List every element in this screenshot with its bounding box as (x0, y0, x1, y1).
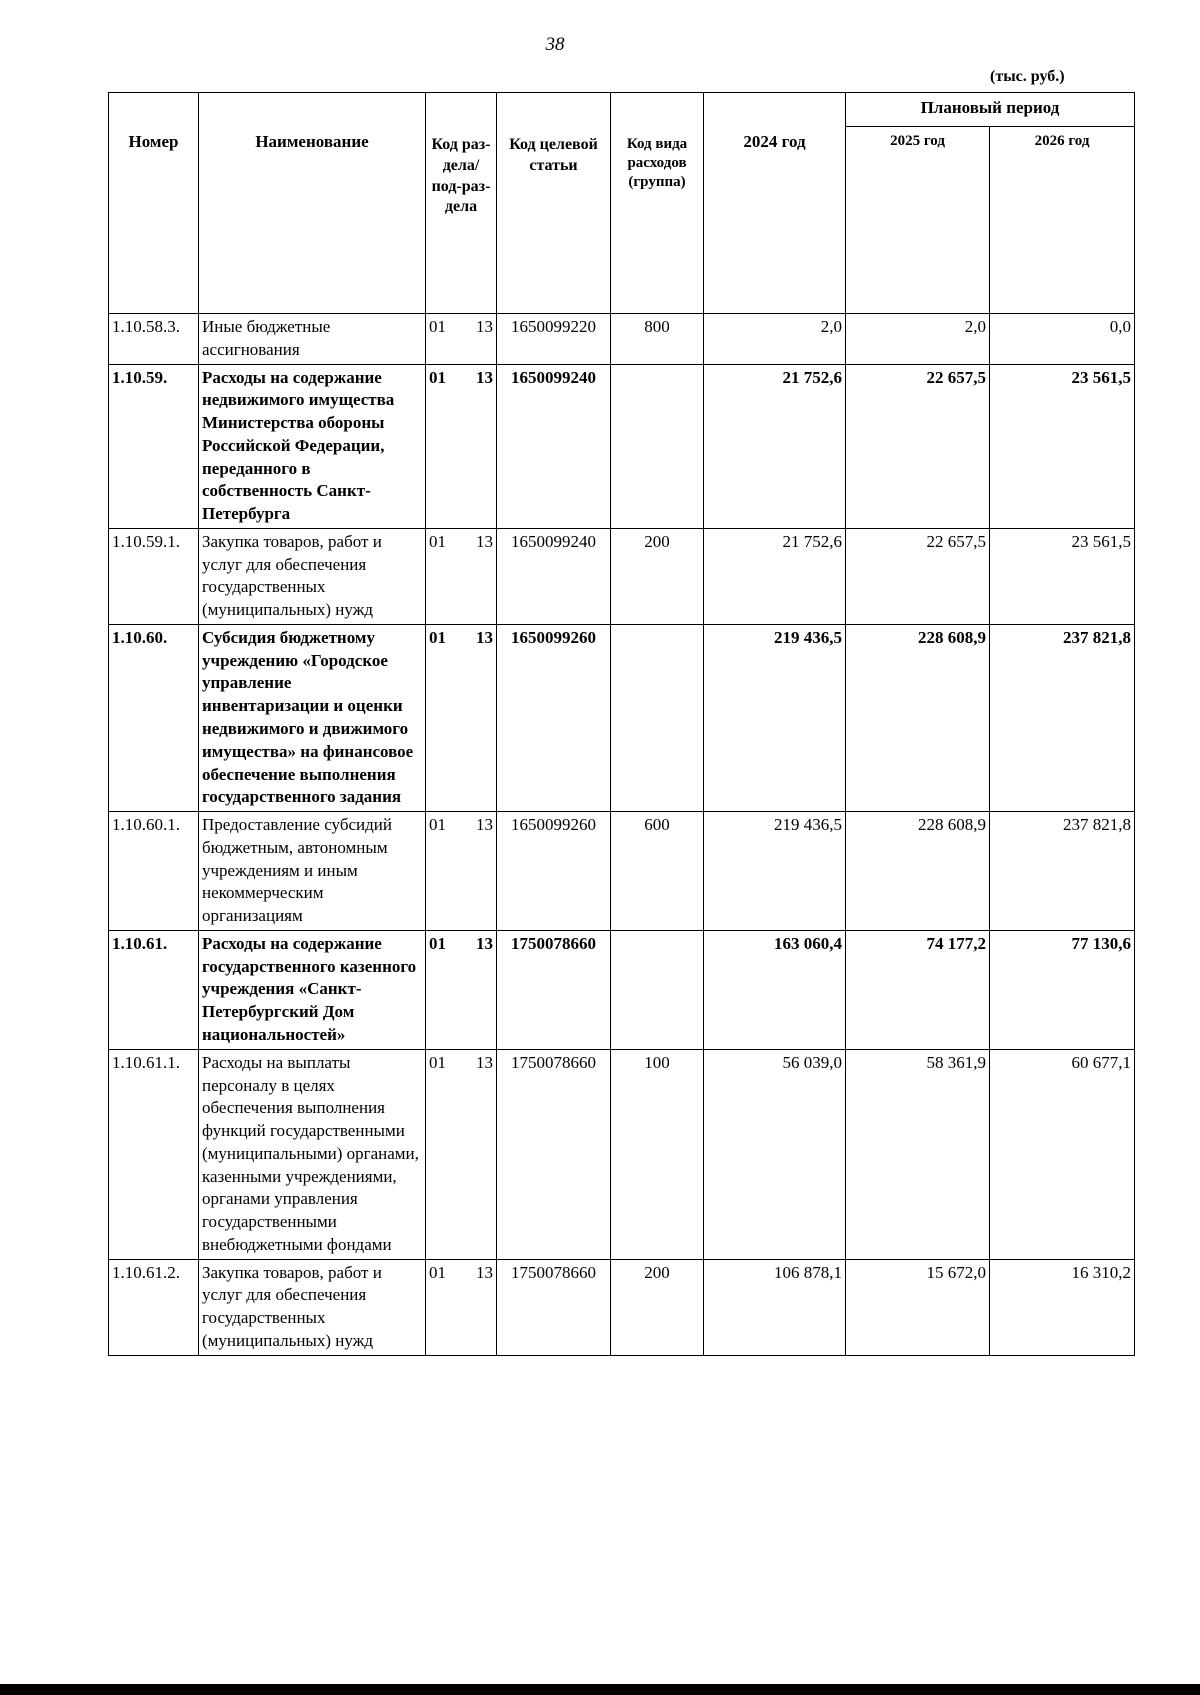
row-2025-text: 15 672,0 (926, 1262, 986, 1282)
row-razdel-code: 01 (429, 531, 446, 551)
row-2024 (704, 364, 846, 528)
row-2024-text: 21 752,6 (782, 367, 842, 387)
table-row (109, 812, 1135, 931)
row-razdel (426, 930, 497, 1049)
row-2024 (704, 1259, 846, 1355)
row-2026 (990, 930, 1135, 1049)
scan-border (0, 1684, 1200, 1695)
table-row (109, 1049, 1135, 1259)
row-target (497, 1049, 611, 1259)
row-razdel (426, 364, 497, 528)
row-target-text: 1650099240 (511, 367, 596, 387)
row-razdel (426, 812, 497, 931)
row-target-text: 1650099260 (511, 627, 596, 647)
row-number-text: 1.10.60. (112, 627, 168, 647)
row-2026-text: 60 677,1 (1071, 1052, 1131, 1072)
row-target (497, 930, 611, 1049)
row-name (199, 1259, 426, 1355)
row-vid-text: 800 (644, 317, 670, 336)
row-podrazdel-code: 13 (476, 1052, 493, 1072)
row-number (109, 624, 199, 811)
row-target (497, 528, 611, 624)
row-2025 (846, 1049, 990, 1259)
row-podrazdel-code: 13 (476, 1262, 493, 1282)
row-2026 (990, 624, 1135, 811)
row-2024 (704, 314, 846, 365)
row-2026 (990, 364, 1135, 528)
row-2025 (846, 314, 990, 365)
row-vid (611, 812, 704, 931)
row-target (497, 1259, 611, 1355)
row-target (497, 812, 611, 931)
row-2026-text: 0,0 (1109, 317, 1131, 336)
table-row (109, 624, 1135, 811)
row-razdel-code: 01 (429, 815, 446, 835)
row-podrazdel-code: 13 (476, 317, 493, 336)
row-number (109, 528, 199, 624)
row-2025-text: 74 177,2 (926, 933, 986, 953)
row-2025 (846, 364, 990, 528)
row-2024-text: 219 436,5 (774, 815, 842, 835)
row-name-text: Расходы на выплаты персоналу в целях обеспечения выполнения функций государственными (муниципальными) органами, казенными учреждениями, органами управления государственными внебюджетными фондами (202, 1052, 419, 1254)
row-2025-text: 22 657,5 (926, 367, 986, 387)
header-2025: 2025 год (846, 127, 990, 314)
row-number (109, 314, 199, 365)
row-name-text: Закупка товаров, работ и услуг для обеспечения государственных (муниципальных) нужд (202, 1262, 382, 1350)
row-2026-text: 16 310,2 (1071, 1262, 1131, 1282)
row-podrazdel-code: 13 (476, 815, 493, 835)
row-vid (611, 314, 704, 365)
row-2025 (846, 624, 990, 811)
row-name (199, 364, 426, 528)
row-target (497, 624, 611, 811)
row-target (497, 314, 611, 365)
table-row (109, 1259, 1135, 1355)
row-vid-text: 200 (644, 1262, 670, 1282)
page-number: 38 (545, 34, 565, 55)
row-razdel-code: 01 (429, 1052, 446, 1072)
row-target-text: 1750078660 (511, 1262, 596, 1282)
budget-table (108, 92, 1135, 1356)
row-name (199, 930, 426, 1049)
row-name (199, 528, 426, 624)
row-vid-text: 100 (644, 1052, 670, 1072)
row-number (109, 812, 199, 931)
row-2025 (846, 1259, 990, 1355)
row-target-text: 1650099220 (511, 317, 596, 336)
row-razdel (426, 1049, 497, 1259)
row-2026 (990, 528, 1135, 624)
row-2025-text: 58 361,9 (926, 1052, 986, 1072)
header-2026: 2026 год (990, 127, 1135, 314)
row-name-text: Расходы на содержание государственного казенного учреждения «Санкт-Петербургский Дом национальностей» (202, 933, 417, 1044)
row-name-text: Предоставление субсидий бюджетным, автономным учреждениям и иным некоммерческим организациям (202, 815, 392, 926)
row-2026 (990, 812, 1135, 931)
row-2024 (704, 528, 846, 624)
header-plan-period: Плановый период (846, 93, 1135, 127)
row-number-text: 1.10.58.3. (112, 317, 180, 336)
row-2026-text: 237 821,8 (1063, 815, 1131, 835)
row-razdel-code: 01 (429, 933, 446, 953)
row-2026 (990, 314, 1135, 365)
row-2024-text: 219 436,5 (774, 627, 842, 647)
row-2026-text: 237 821,8 (1063, 627, 1131, 647)
row-razdel-code: 01 (429, 627, 446, 647)
row-2025-text: 2,0 (964, 317, 986, 336)
row-number-text: 1.10.61. (112, 933, 168, 953)
header-target: Код целевой статьи (497, 93, 611, 314)
row-vid (611, 624, 704, 811)
row-number (109, 1049, 199, 1259)
row-vid (611, 1259, 704, 1355)
table-row (109, 364, 1135, 528)
row-target-text: 1650099260 (511, 815, 596, 835)
row-razdel (426, 1259, 497, 1355)
row-podrazdel-code: 13 (476, 933, 493, 953)
row-razdel (426, 314, 497, 365)
units-label: (тыс. руб.) (990, 68, 1065, 85)
header-name: Наименование (199, 93, 426, 314)
row-2025-text: 22 657,5 (926, 531, 986, 551)
row-name (199, 624, 426, 811)
row-number-text: 1.10.59.1. (112, 531, 180, 551)
row-target (497, 364, 611, 528)
row-number-text: 1.10.60.1. (112, 815, 180, 835)
row-name (199, 314, 426, 365)
row-number (109, 364, 199, 528)
header-razdel: Код раз-дела/ под-раз-дела (426, 93, 497, 314)
row-razdel (426, 528, 497, 624)
row-name-text: Иные бюджетные ассигнования (202, 317, 331, 359)
row-2026 (990, 1259, 1135, 1355)
row-vid-text: 600 (644, 815, 670, 835)
row-name (199, 1049, 426, 1259)
row-razdel-code: 01 (429, 317, 446, 336)
row-target-text: 1650099240 (511, 531, 596, 551)
table-row (109, 314, 1135, 365)
row-razdel-code: 01 (429, 1262, 446, 1282)
row-2024-text: 2,0 (820, 317, 842, 336)
row-2024 (704, 812, 846, 931)
row-2025 (846, 812, 990, 931)
row-name-text: Расходы на содержание недвижимого имущества Министерства обороны Российской Федерации, переданного в собственность Санкт-Петербурга (202, 367, 395, 524)
row-podrazdel-code: 13 (476, 627, 493, 647)
row-vid (611, 930, 704, 1049)
header-2024: 2024 год (704, 93, 846, 314)
row-2024-text: 163 060,4 (774, 933, 842, 953)
row-name (199, 812, 426, 931)
row-2025 (846, 528, 990, 624)
header-number: Номер (109, 93, 199, 314)
row-2025-text: 228 608,9 (918, 815, 986, 835)
row-number-text: 1.10.61.2. (112, 1262, 180, 1282)
row-vid (611, 364, 704, 528)
row-2024 (704, 930, 846, 1049)
table-row (109, 528, 1135, 624)
row-2026-text: 77 130,6 (1071, 933, 1131, 953)
row-number (109, 930, 199, 1049)
row-2024 (704, 624, 846, 811)
row-razdel-code: 01 (429, 367, 446, 387)
row-name-text: Закупка товаров, работ и услуг для обеспечения государственных (муниципальных) нужд (202, 531, 382, 620)
row-number (109, 1259, 199, 1355)
row-2024 (704, 1049, 846, 1259)
row-vid (611, 1049, 704, 1259)
row-vid-text: 200 (644, 531, 670, 551)
row-vid (611, 528, 704, 624)
row-name-text: Субсидия бюджетному учреждению «Городское управление инвентаризации и оценки недвижимого и движимого имущества» на финансовое обеспечение выполнения государственного задания (202, 627, 414, 807)
header-vid: Код вида расходов (группа) (611, 93, 704, 314)
row-2024-text: 106 878,1 (774, 1262, 842, 1282)
row-target-text: 1750078660 (511, 1052, 596, 1072)
row-2024-text: 56 039,0 (782, 1052, 842, 1072)
row-razdel (426, 624, 497, 811)
table-row (109, 930, 1135, 1049)
row-2026-text: 23 561,5 (1071, 531, 1131, 551)
row-2024-text: 21 752,6 (782, 531, 842, 551)
row-podrazdel-code: 13 (476, 531, 493, 551)
row-2025 (846, 930, 990, 1049)
row-podrazdel-code: 13 (476, 367, 493, 387)
row-number-text: 1.10.61.1. (112, 1052, 180, 1072)
row-number-text: 1.10.59. (112, 367, 168, 387)
row-2026 (990, 1049, 1135, 1259)
row-2026-text: 23 561,5 (1071, 367, 1131, 387)
row-target-text: 1750078660 (511, 933, 596, 953)
row-2025-text: 228 608,9 (918, 627, 986, 647)
